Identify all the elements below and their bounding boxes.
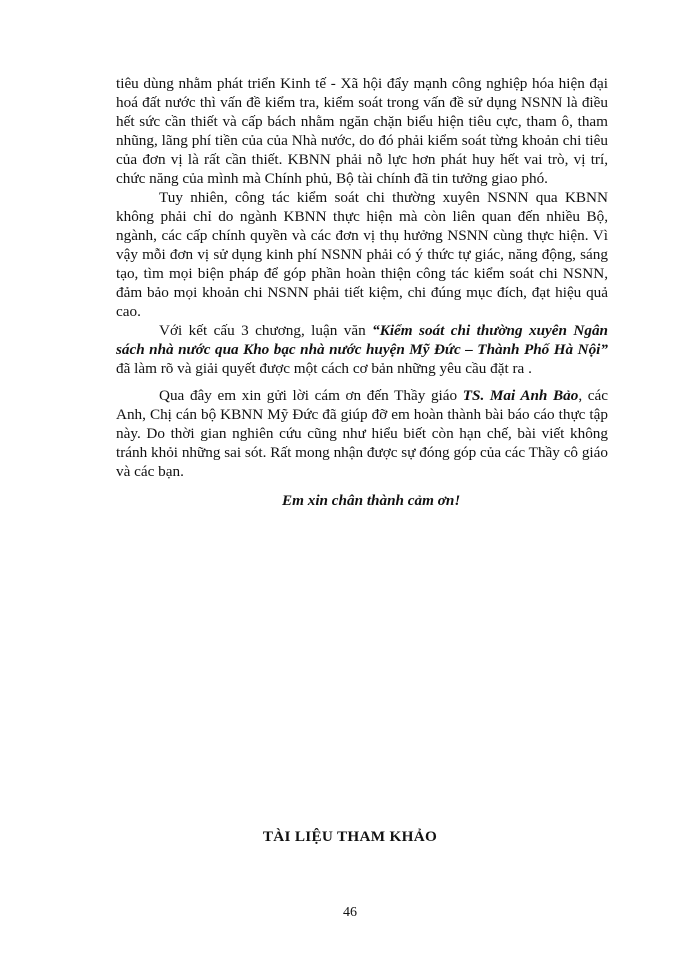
page-number: 46 <box>343 905 357 920</box>
body-text <box>116 74 608 510</box>
paragraph-4 <box>116 386 608 481</box>
paragraph-1: tiêu dùng nhằm phát triển Kinh tế - Xã hội đẩy mạnh công nghiệp hóa hiện đại hoá đất nước thì vấn đề kiểm tra, kiểm soát trong vấn đề sử dụng NSNN là điều hết sức cần thiết và cấp bách nhằm ngăn chặn biểu hiện tiêu cực, tham ô, tham nhũng, lãng phí tiền của của Nhà nước, do đó phải kiểm soát từng khoản chi tiêu của đơn vị là rất cần thiết. KBNN phải nỗ lực hơn phát huy hết vai trò, vị trí, chức năng của mình mà Chính phủ, Bộ tài chính đã tin tưởng giao phó. <box>116 75 608 187</box>
paragraph-4-tail: , các Anh, Chị cán bộ KBNN Mỹ Đức đã giúp đỡ em hoàn thành bài báo cáo thực tập này. Do thời gian nghiên cứu cũng như hiểu biết còn hạn chế, bài viết không tránh khỏi những sai sót. Rất mong nhận được sự đóng góp của các Thầy cô giáo và các bạn. <box>116 387 608 480</box>
paragraph-3-lead: Với kết cấu 3 chương, luận văn <box>159 322 373 339</box>
paragraph-4-lead: Qua đây em xin gửi lời cám ơn đến Thầy giáo <box>159 387 463 404</box>
paragraph-2: Tuy nhiên, công tác kiểm soát chi thường xuyên NSNN qua KBNN không phải chỉ do ngành KBNN thực hiện mà còn liên quan đến nhiều Bộ, ngành, các cấp chính quyền và các đơn vị thụ hưởng NSNN cùng thực hiện. Vì vậy mỗi đơn vị sử dụng kinh phí NSNN phải có ý thức tự giác, năng động, sáng tạo, tìm mọi biện pháp để góp phần hoàn thiện công tác kiểm soát chi NSNN, đảm bảo mọi khoản chi NSNN phải tiết kiệm, chi đúng mục đích, đạt hiệu quả cao. <box>116 189 608 320</box>
closing-thanks: Em xin chân thành cảm ơn! <box>282 492 461 509</box>
paragraph-3 <box>116 321 608 378</box>
references-heading: TÀI LIỆU THAM KHẢO <box>262 828 438 845</box>
thesis-title: “Kiểm soát chi thường xuyên Ngân sách nhà nước qua Kho bạc nhà nước huyện Mỹ Đức – Thành Phố Hà Nội” <box>116 322 608 358</box>
paragraph-3-tail: đã làm rõ và giải quyết được một cách cơ bản những yêu cầu đặt ra . <box>116 360 532 377</box>
advisor-name: TS. Mai Anh Bảo <box>462 387 579 404</box>
